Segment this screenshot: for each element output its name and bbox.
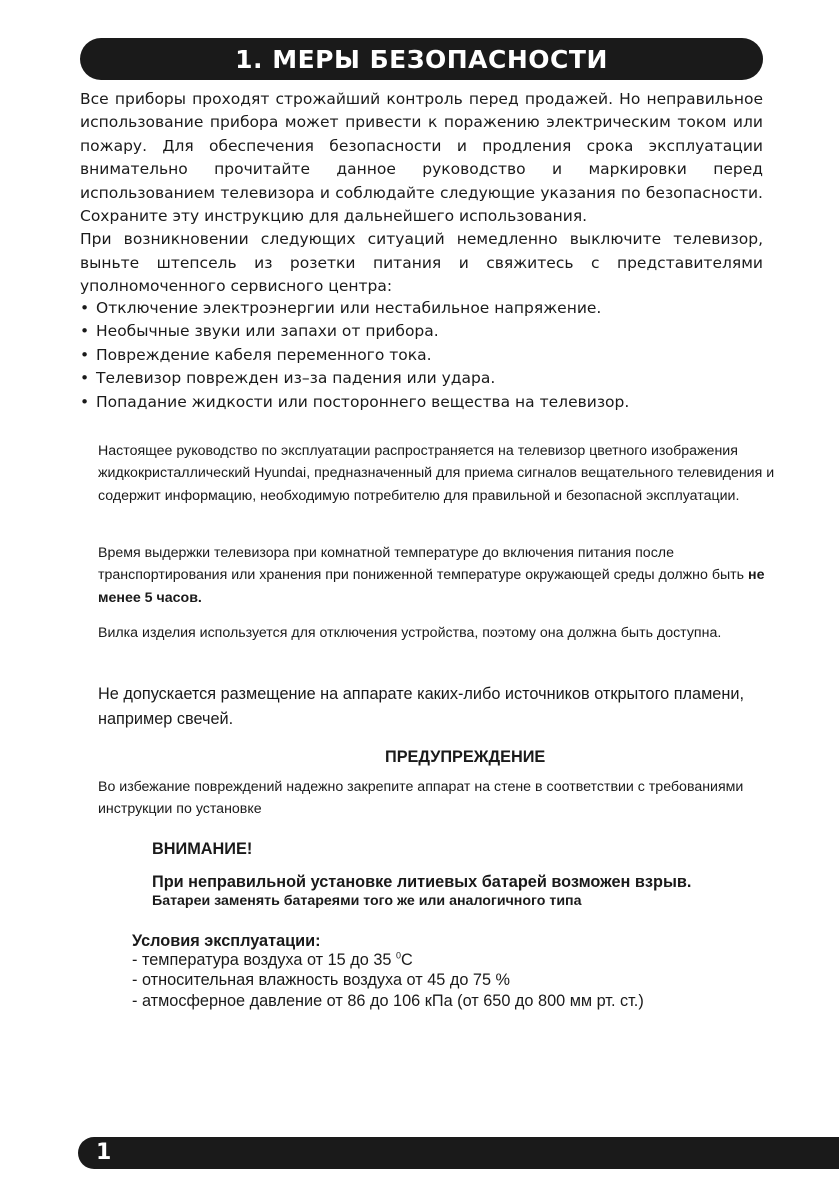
page-number: 1 <box>96 1140 112 1165</box>
plug-note-paragraph: Вилка изделия используется для отключения устройства, поэтому она должна быть доступна. <box>98 625 722 641</box>
list-item-text: Повреждение кабеля переменного тока. <box>96 345 432 364</box>
list-item <box>80 367 763 390</box>
temperature-text: - температура воздуха от 15 до 35 <box>132 951 392 969</box>
hazard-list <box>80 297 763 414</box>
acclimation-paragraph <box>98 542 788 609</box>
temperature-degree: 0 <box>395 950 401 961</box>
list-item-text: Необычные звуки или запахи от прибора. <box>96 322 439 341</box>
flame-note-paragraph: Не допускается размещение на аппарате каких-либо источников открытого пламени, например свечей. <box>98 685 744 728</box>
bullet-icon: • <box>80 299 90 317</box>
bullet-icon: • <box>80 392 90 411</box>
list-item <box>80 320 763 343</box>
list-item <box>80 297 763 320</box>
acclimation-min-time: не менее 5 часов. <box>98 567 765 606</box>
list-item <box>80 344 763 367</box>
footer-bar <box>78 1137 839 1169</box>
list-item-text: Попадание жидкости или постороннего вещества на телевизор. <box>96 392 630 411</box>
section-header-bar <box>80 38 763 80</box>
conditions-pressure: - атмосферное давление от 86 до 106 кПа (от 650 до 800 мм рт. ст.) <box>132 992 644 1010</box>
conditions-heading: Условия эксплуатации: <box>132 932 321 950</box>
warning-text: Во избежание повреждений надежно закрепите аппарат на стене в соответствии с требованиями инструкции по установке <box>98 779 744 818</box>
attention-battery-warning: При неправильной установке литиевых батарей возможен взрыв. <box>152 873 692 891</box>
intro-text <box>80 88 763 299</box>
list-item-text: Телевизор поврежден из–за падения или удара. <box>96 369 496 388</box>
conditions-humidity: - относительная влажность воздуха от 45 до 75 % <box>132 971 511 989</box>
list-item-text: Отключение электроэнергии или нестабильное напряжение. <box>96 299 602 317</box>
warning-heading: ПРЕДУПРЕЖДЕНИЕ <box>385 748 546 766</box>
intro-paragraph-2: При возникновении следующих ситуаций немедленно выключите телевизор, выньте штепсель из розетки питания и свяжитесь с представителями уполномоченного сервисного центра: <box>80 230 763 296</box>
attention-heading: ВНИМАНИЕ! <box>152 840 253 858</box>
list-item <box>80 391 763 414</box>
manual-scope-paragraph: Настоящее руководство по эксплуатации распространяется на телевизор цветного изображения жидкокристаллический Hyundai, предназначенный для приема сигналов вещательного телевидения и содержит информацию, необходимую потребителю для правильной и безопасной эксплуатации. <box>98 443 775 504</box>
attention-battery-replacement: Батареи заменять батареями того же или аналогичного типа <box>152 893 582 909</box>
bullet-icon: • <box>80 369 90 388</box>
bullet-icon: • <box>80 322 90 341</box>
bullet-icon: • <box>80 345 90 364</box>
intro-paragraph-1: Все приборы проходят строжайший контроль перед продажей. Но неправильное использование прибора может привести к поражению электрическим током или пожару. Для обеспечения безопасности и продления срока эксплуатации внимательно прочитайте данное руководство и маркировки перед использованием телевизора и соблюдайте следующие указания по безопасности. Сохраните эту инструкцию для дальнейшего использования. <box>80 90 763 226</box>
temperature-unit: С <box>401 951 413 969</box>
acclimation-text: Время выдержки телевизора при комнатной температуре до включения питания после транспортирования или хранения при пониженной температуре окружающей среды должно быть <box>98 545 745 584</box>
section-title: 1. МЕРЫ БЕЗОПАСНОСТИ <box>235 44 608 74</box>
